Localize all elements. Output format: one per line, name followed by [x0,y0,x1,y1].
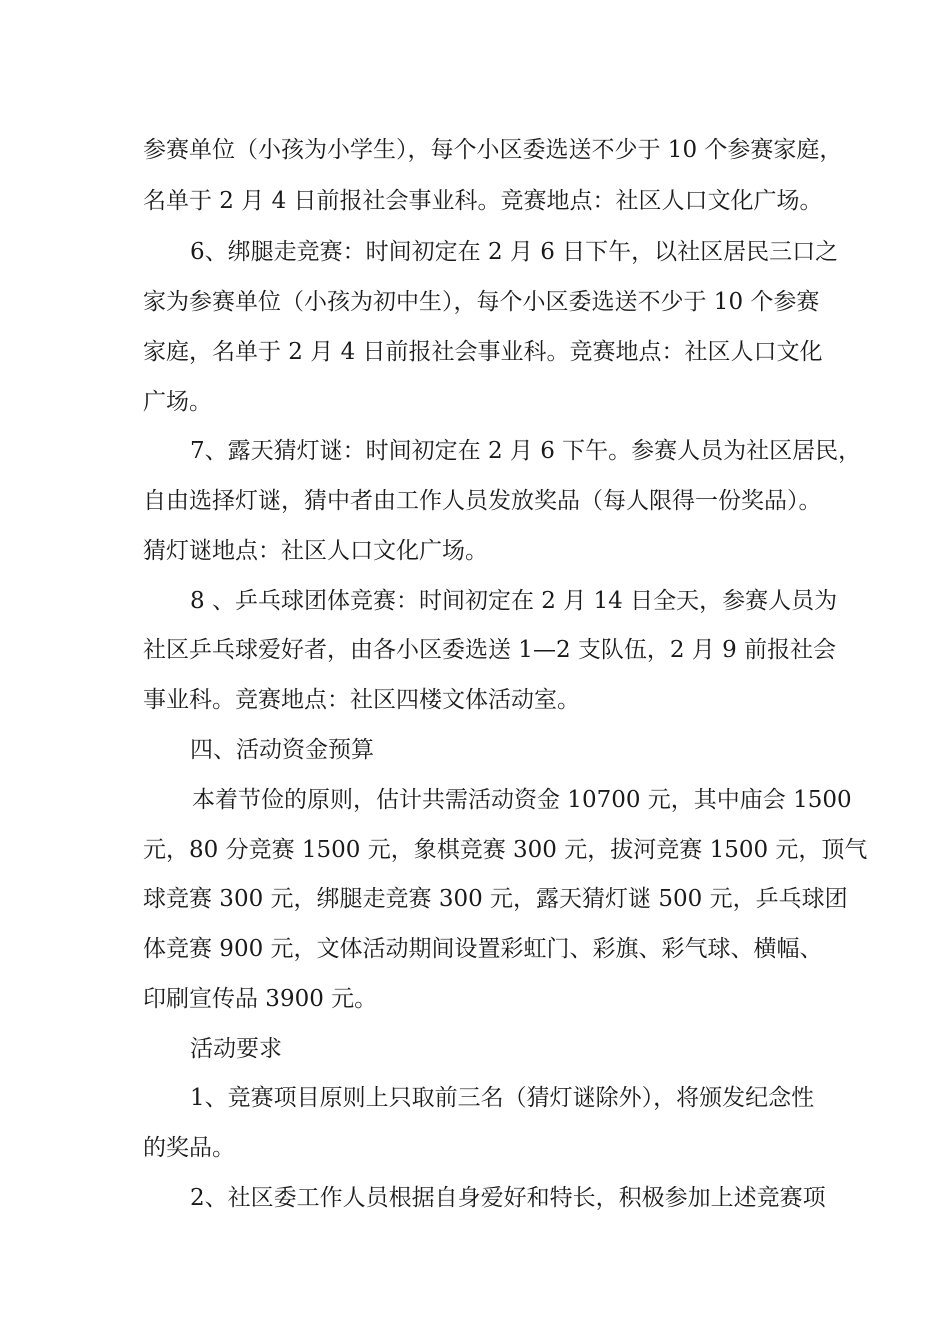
paragraph-item-6: 6、绑腿走竞赛：时间初定在 2 月 6 日下午，以社区居民三口之 [190,239,839,265]
text-line: 事业科。竞赛地点：社区四楼文体活动室。 [143,687,580,713]
paragraph-requirement-2: 2、社区委工作人员根据自身爱好和特长，积极参加上述竞赛项 [190,1185,826,1211]
section-heading-budget: 四、活动资金预算 [190,737,374,763]
text-line: 家为参赛单位（小孩为初中生），每个小区委选送不少于 10 个参赛 [143,289,820,315]
text-line: 社区乒乓球爱好者，由各小区委选送 1—2 支队伍，2 月 9 前报社会 [143,637,837,663]
paragraph-requirement-1: 1、竞赛项目原则上只取前三名（猜灯谜除外），将颁发纪念性 [190,1085,815,1111]
text-line: 名单于 2 月 4 日前报社会事业科。竞赛地点：社区人口文化广场。 [143,188,823,214]
text-line: 广场。 [143,389,212,415]
text-line: 参赛单位（小孩为小学生），每个小区委选送不少于 10 个参赛家庭， [143,137,843,163]
text-line: 猜灯谜地点：社区人口文化广场。 [143,538,488,564]
paragraph-budget: 本着节俭的原则，估计共需活动资金 10700 元，其中庙会 1500 [192,787,852,813]
text-line: 球竞赛 300 元，绑腿走竞赛 300 元，露天猜灯谜 500 元，乒乓球团 [143,886,848,912]
text-line: 元，80 分竞赛 1500 元，象棋竞赛 300 元，拔河竞赛 1500 元，顶气 [143,837,868,863]
text-line: 家庭，名单于 2 月 4 日前报社会事业科。竞赛地点：社区人口文化 [143,339,823,365]
paragraph-item-8: 8 、乒乓球团体竞赛：时间初定在 2 月 14 日全天，参赛人员为 [190,588,838,614]
text-line: 体竞赛 900 元，文体活动期间设置彩虹门、彩旗、彩气球、横幅、 [143,936,823,962]
text-line: 的奖品。 [143,1135,235,1161]
text-line: 印刷宣传品 3900 元。 [143,986,378,1012]
text-line: 自由选择灯谜，猜中者由工作人员发放奖品（每人限得一份奖品）。 [143,488,822,514]
section-heading-requirements: 活动要求 [190,1036,282,1062]
paragraph-item-7: 7、露天猜灯谜：时间初定在 2 月 6 下午。参赛人员为社区居民， [190,438,862,464]
